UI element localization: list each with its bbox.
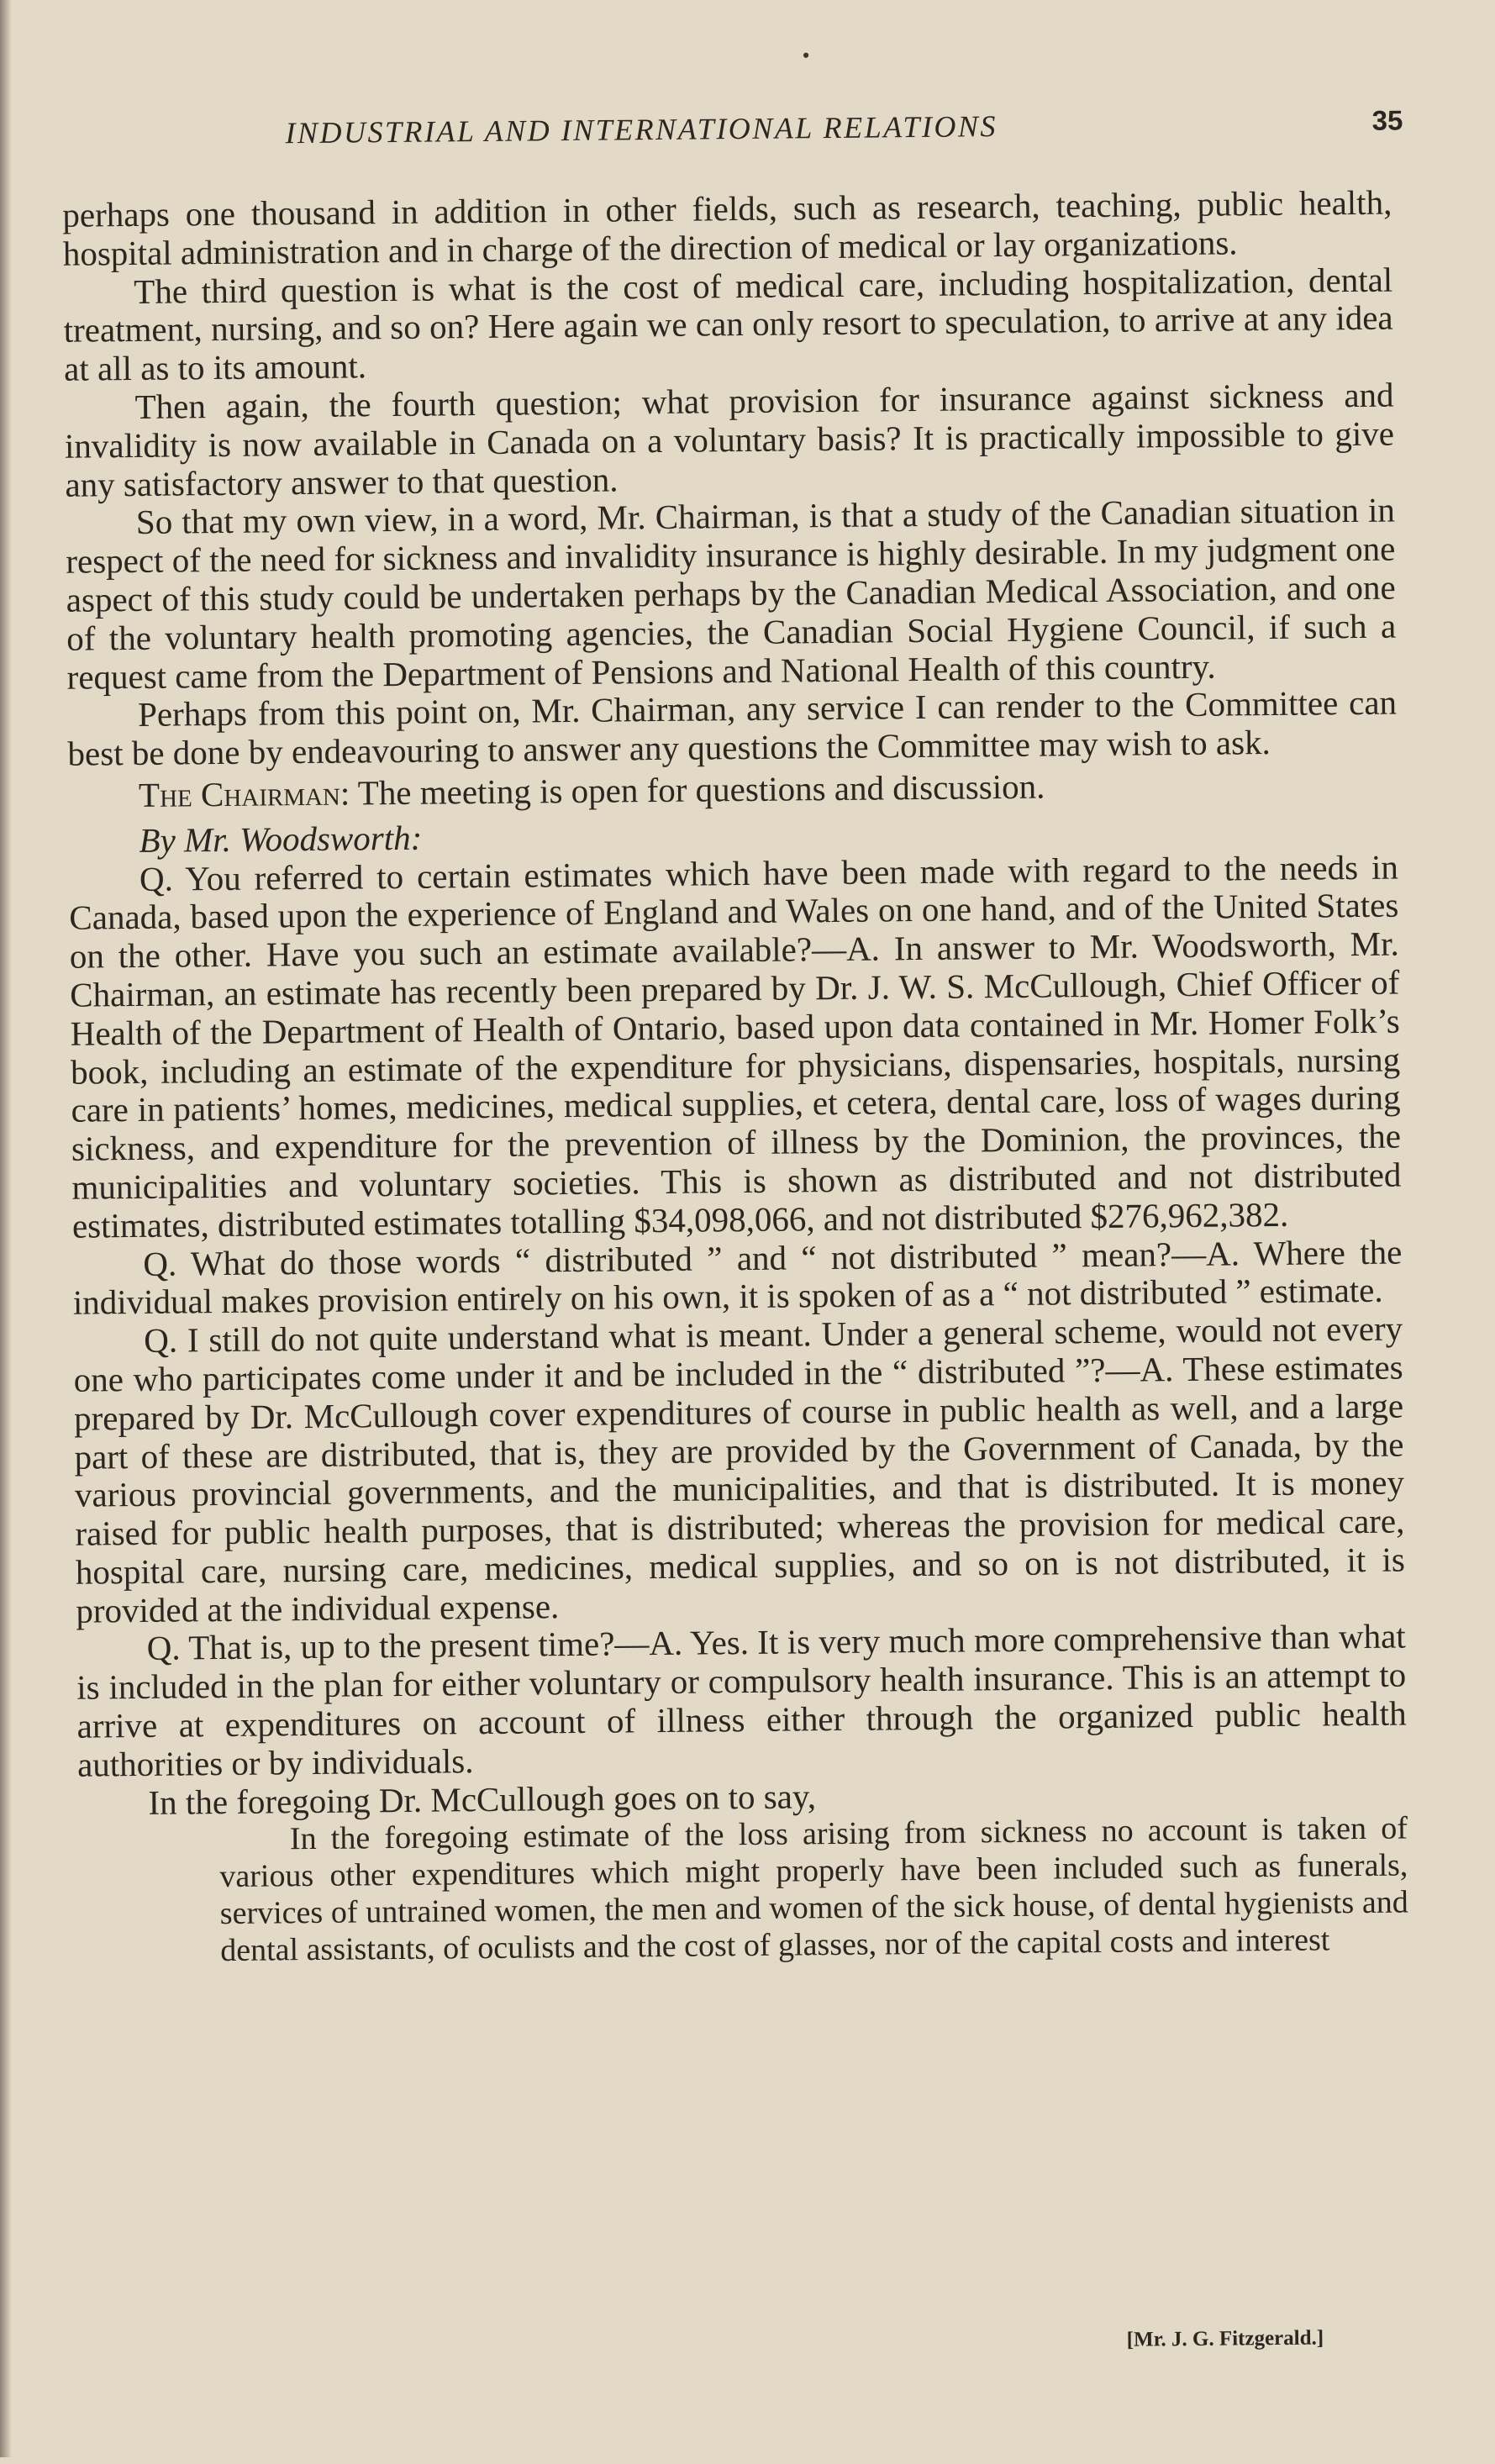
block-quote: In the foregoing estimate of the loss arising from sickness no account is taken of various other expenditures which might properly have been included such as funerals, services of untrained women, the men and women of the sick house, of dental hygienists and dental assistants, of oculists and the cost of glasses, nor of the capital costs and interest <box>219 1810 1408 1969</box>
chairman-text: : The meeting is open for questions and discussion. <box>340 766 1045 813</box>
chairman-remark <box>68 765 1398 816</box>
page-body <box>62 184 1408 1972</box>
page-number: 35 <box>1371 104 1403 136</box>
running-header <box>285 104 1403 150</box>
chairman-speaker: The Chairman <box>138 773 341 814</box>
paragraph-own-view: So that my own view, in a word, Mr. Chairman, is that a study of the Canadian situation in respect of the need for sickness and invalidity insurance is highly desirable. In my judgment one aspect of this study could be undertaken perhaps by the Canadian Medical Association, and one of the voluntary health promoting agencies, the Canadian Social Hygiene Council, if such a request came from the Department of Pensions and National Health of this country. <box>66 490 1397 697</box>
paragraph-service: Perhaps from this point on, Mr. Chairman, any service I can render to the Committee can best be done by endeavouring to answer any questions the Committee may wish to ask. <box>67 682 1398 773</box>
paragraph-goes-on: In the foregoing Dr. McCullough goes on to say, <box>148 1776 817 1822</box>
paragraph-continuation: perhaps one thousand in addition in other fields, such as research, teaching, public health, hospital administration and in charge of the direction of medical or lay organizations. <box>62 182 1392 273</box>
speaker-footer: [Mr. J. G. Fitzgerald.] <box>1126 2326 1324 2351</box>
by-line: By Mr. Woodsworth: <box>139 818 423 860</box>
paragraph-fourth-question: Then again, the fourth question; what provision for insurance against sickness and invalidity is now available in Canada on a voluntary basis? It is practically impossible to give any satisfactory answer to that question. <box>64 375 1395 504</box>
paragraph-third-question: The third question is what is the cost of medical care, including hospitalization, dental treatment, nursing, and so on? Here again we can only resort to speculation, to arrive at any idea at all as to its amount. <box>63 260 1393 388</box>
running-title: INDUSTRIAL AND INTERNATIONAL RELATIONS <box>285 109 998 150</box>
qa-general-scheme: Q. I still do not quite understand what is meant. Under a general scheme, would not every one who participates come under it and be included in the “ distributed ”?—A. These estimates prepared by Dr. McCullough cover expenditures of course in public health as well, and a large part of these are distributed, that is, they are provided by the Government of Canada, by the various provincial governments, and the municipalities, and that is distributed. It is money raised for public health purposes, that is distributed; whereas the provision for medical care, hospital care, nursing care, medicines, medical supplies, and so on is not distributed, it is provided at the individual expense. <box>73 1308 1406 1630</box>
qa-estimates: Q. You referred to certain estimates which have been made with regard to the needs in Canada, based upon the experience of England and Wales on one hand, and of the United States on the other. Have you such an estimate available?—A. In answer to Mr. Woodsworth, Mr. Chairman, an estimate has recently been prepared by Dr. J. W. S. McCullough, Chief Officer of Health of the Department of Health of Ontario, based upon data contained in Mr. Homer Folk’s book, including an estimate of the expenditure for physicians, dispensaries, hospitals, nursing care in patients’ homes, medicines, medical supplies, et cetera, dental care, loss of wages during sickness, and expenditure for the prevention of illness by the Dominion, the provinces, the municipalities and voluntary societies. This is shown as distributed and not distributed estimates, distributed estimates totalling $34,098,066, and not distributed $276,962,382. <box>69 847 1402 1245</box>
qa-present-time: Q. That is, up to the present time?—A. Yes. It is very much more comprehensive than what is included in the plan for either voluntary or compulsory health insurance. This is an attempt to arrive at expenditures on account of illness either through the organized public health authorities or by individuals. <box>76 1616 1407 1784</box>
qa-distributed-meaning: Q. What do those words “ distributed ” and “ not distributed ” mean?—A. Where the individual makes provision entirely on his own, it is spoken of as a “ not distributed ” estimate. <box>72 1232 1403 1323</box>
print-mark: • <box>802 43 810 68</box>
